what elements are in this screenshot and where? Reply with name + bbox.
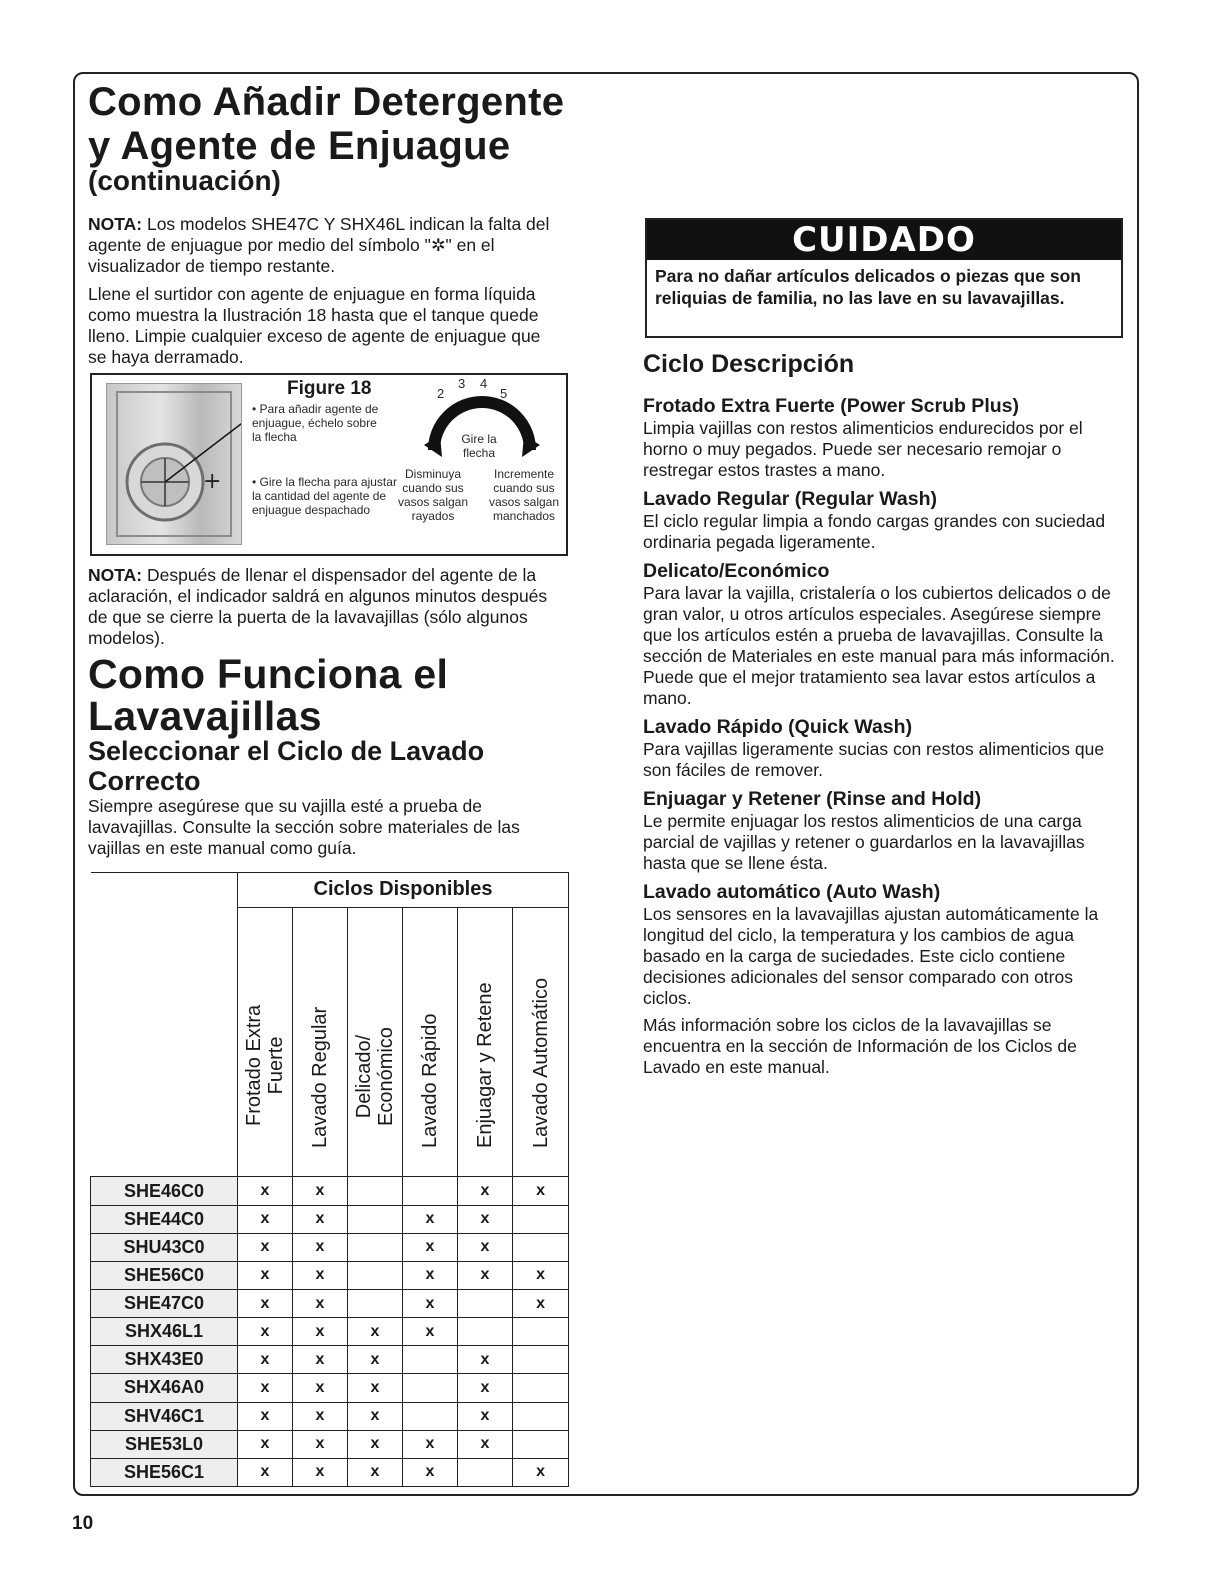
title-continuation: (continuación) <box>88 165 281 196</box>
caution-box <box>645 218 1123 338</box>
col-header-frotado <box>238 907 293 1177</box>
cycle-availability-cell <box>513 1346 569 1374</box>
cycle-availability-cell <box>513 1430 569 1458</box>
fill-paragraph: Llene el surtidor con agente de enjuague en forma líquida como muestra la Ilustración 18 hasta que el tanque quede lleno. Limpie cualquier exceso de agente de enjuague que se haya derramado. <box>88 284 541 367</box>
cycle-availability-cell: x <box>513 1177 569 1205</box>
cycle-availability-cell: x <box>458 1233 513 1261</box>
section-title <box>88 80 564 168</box>
model-cell: SHX46L1 <box>91 1318 238 1346</box>
dial-number-2: 2 <box>437 386 445 401</box>
table-row <box>91 1205 569 1233</box>
cycle-availability-cell: x <box>238 1261 293 1289</box>
table-row <box>91 1290 569 1318</box>
cycle-availability-cell <box>348 1233 403 1261</box>
cycle-availability-cell: x <box>293 1318 348 1346</box>
dial-number-4: 4 <box>480 376 488 391</box>
table-row <box>91 1458 569 1486</box>
cycle-availability-cell: x <box>403 1233 458 1261</box>
cycle-availability-cell: x <box>403 1318 458 1346</box>
col-header-enjuagar <box>458 907 513 1177</box>
title-line-2: y Agente de Enjuague <box>88 124 511 168</box>
decrease-label: Disminuya cuando sus vasos salgan rayados <box>397 467 469 523</box>
table-row <box>91 1402 569 1430</box>
figure-title: Figure 18 <box>287 378 372 399</box>
cycle-desc: Los sensores en la lavavajillas ajustan automáticamente la longitud del ciclo, la temperatura y los cambios de agua basado en la carga de suciedades. Este ciclo contiene decisiones adicionales del sensor comparado con otros ciclos. <box>643 904 1099 1008</box>
nota-2 <box>88 565 558 656</box>
dispenser-illustration <box>107 384 241 544</box>
cycle-availability-cell: x <box>293 1374 348 1402</box>
cycle-availability-cell: x <box>238 1177 293 1205</box>
cycles-table <box>90 872 569 1487</box>
cycle-name: Enjuagar y Retener (Rinse and Hold) <box>643 788 982 810</box>
cycle-availability-cell <box>348 1261 403 1289</box>
cycle-descriptions <box>643 394 1125 1084</box>
cycle-availability-cell: x <box>238 1402 293 1430</box>
col-header-frotado-line-2: Fuerte <box>265 1036 287 1095</box>
cycle-desc: El ciclo regular limpia a fondo cargas grandes con suciedad ordinaria pegada ligeramente. <box>643 511 1106 552</box>
cycle-availability-cell: x <box>293 1205 348 1233</box>
nota-1-text: Los modelos SHE47C Y SHX46L indican la falta del agente de enjuague por medio del símbolo " <box>88 214 550 255</box>
col-header-delicado-line-1: Delicado/ <box>353 1035 375 1119</box>
table-row <box>91 1318 569 1346</box>
cycle-availability-cell: x <box>238 1374 293 1402</box>
nota-1-tail: " en el visualizador de tiempo restante. <box>88 235 495 276</box>
cycle-regular <box>643 487 1125 553</box>
cycle-availability-cell <box>513 1318 569 1346</box>
table-row <box>91 1261 569 1289</box>
cycle-availability-cell: x <box>403 1261 458 1289</box>
table-body <box>91 1177 569 1487</box>
col-header-rapido-text: Lavado Rápido <box>419 1013 441 1149</box>
cycle-availability-cell: x <box>293 1402 348 1430</box>
cycle-availability-cell: x <box>513 1290 569 1318</box>
cycle-availability-cell: x <box>238 1233 293 1261</box>
select-cycle-text: Siempre asegúrese que su vajilla esté a prueba de lavavajillas. Consulte la sección sobre materiales de las vajillas en este manual como guía. <box>88 796 520 858</box>
cycle-availability-cell: x <box>458 1430 513 1458</box>
cycle-desc: Para vajillas ligeramente sucias con restos alimenticios que son fáciles de remover. <box>643 739 1105 780</box>
cycle-availability-cell <box>403 1346 458 1374</box>
col-header-automatico-text: Lavado Automático <box>529 978 552 1149</box>
group-header: Ciclos Disponibles <box>238 873 569 908</box>
increase-label: Incremente cuando sus vasos salgan manchados <box>488 467 560 523</box>
nota-label: NOTA: <box>88 214 143 234</box>
cycle-auto <box>643 880 1125 1009</box>
cycle-availability-cell: x <box>238 1318 293 1346</box>
cycle-power-scrub <box>643 394 1125 481</box>
cycle-availability-cell: x <box>348 1346 403 1374</box>
cycle-availability-cell: x <box>403 1290 458 1318</box>
figure-bullet-1: • Para añadir agente de enjuague, échelo sobre la flecha <box>252 402 379 444</box>
col-header-automatico <box>513 907 569 1177</box>
cycle-availability-cell <box>513 1374 569 1402</box>
cycle-name: Lavado automático (Auto Wash) <box>643 881 941 903</box>
cycle-availability-cell <box>458 1318 513 1346</box>
cycle-availability-cell: x <box>348 1430 403 1458</box>
cycle-availability-cell: x <box>458 1205 513 1233</box>
cycle-name: Lavado Rápido (Quick Wash) <box>643 716 913 738</box>
table-row <box>91 1233 569 1261</box>
nota-2-text: Después de llenar el dispensador del agente de la aclaración, el indicador saldrá en algunos minutos después de que se cierre la puerta de la lavavajillas (sólo algunos modelos). <box>88 565 548 648</box>
turn-arrow-label: Gire la flecha <box>461 432 497 460</box>
svg-text:+: + <box>203 469 222 494</box>
table-row <box>91 1346 569 1374</box>
table-row <box>91 1374 569 1402</box>
cycle-availability-cell: x <box>348 1318 403 1346</box>
caution-title: CUIDADO <box>792 220 976 260</box>
cycle-availability-cell: x <box>348 1402 403 1430</box>
nota-1 <box>88 214 553 277</box>
model-cell: SHE44C0 <box>91 1205 238 1233</box>
model-cell: SHU43C0 <box>91 1233 238 1261</box>
caution-text: Para no dañar artículos delicados o piezas que son reliquias de familia, no las lave en su lavavajillas. <box>655 266 1081 308</box>
how-title-line-1: Como Funciona el <box>88 651 449 697</box>
rinse-aid-symbol-icon: ✲ <box>430 235 446 255</box>
dispenser-photo <box>106 383 242 545</box>
cycle-name: Delicato/Económico <box>643 560 830 582</box>
cycle-availability-cell: x <box>293 1261 348 1289</box>
model-cell: SHV46C1 <box>91 1402 238 1430</box>
cycle-availability-cell: x <box>403 1430 458 1458</box>
select-cycle-title: Seleccionar el Ciclo de Lavado Correcto <box>88 736 485 796</box>
col-header-enjuagar-text: Enjuagar y Retene <box>474 982 496 1149</box>
cycle-availability-cell: x <box>403 1458 458 1486</box>
cycle-availability-cell <box>403 1177 458 1205</box>
cycle-availability-cell: x <box>293 1177 348 1205</box>
cycle-availability-cell: x <box>238 1205 293 1233</box>
cycle-availability-cell <box>348 1290 403 1318</box>
how-title-line-2: Lavavajillas <box>88 693 322 739</box>
cycle-description-title: Ciclo Descripción <box>643 350 855 378</box>
cycle-availability-cell <box>513 1205 569 1233</box>
cycle-availability-cell: x <box>348 1374 403 1402</box>
table-row <box>91 1430 569 1458</box>
cycle-desc: Para lavar la vajilla, cristalería o los cubiertos delicados o de gran valor, u otros artículos especiales. Asegúrese siempre que los artículos estén a prueba de lavavajillas. Consulte la sección de Materiales en este manual para más información. Puede que el mejor tratamiento sea lavar estos artículos a mano. <box>643 583 1115 708</box>
model-cell: SHE53L0 <box>91 1430 238 1458</box>
col-header-frotado-line-1: Frotado Extra <box>243 1005 265 1127</box>
cycle-availability-cell <box>348 1177 403 1205</box>
cycle-availability-cell <box>403 1402 458 1430</box>
cycle-desc: Limpia vajillas con restos alimenticios endurecidos por el horno o muy pegados. Puede ser necesario remojar o restregar estos trastes a mano. <box>643 418 1083 480</box>
cycle-availability-cell: x <box>238 1346 293 1374</box>
more-info-text: Más información sobre los ciclos de la lavavajillas se encuentra en la sección de Información de los Ciclos de Lavado en este manual. <box>643 1015 1077 1077</box>
cycle-availability-cell <box>403 1374 458 1402</box>
figure-18 <box>90 373 568 556</box>
table-row <box>91 1177 569 1205</box>
cycle-quick <box>643 715 1125 781</box>
col-header-regular-text: Lavado Regular <box>309 1007 331 1149</box>
caution-header <box>647 220 1121 260</box>
model-cell: SHE56C0 <box>91 1261 238 1289</box>
cycle-availability-cell <box>513 1402 569 1430</box>
cycle-availability-cell: x <box>238 1290 293 1318</box>
col-header-regular <box>293 907 348 1177</box>
cycle-availability-cell: x <box>293 1290 348 1318</box>
dial-number-5: 5 <box>500 386 508 401</box>
cycle-availability-cell: x <box>513 1261 569 1289</box>
model-cell: SHX46A0 <box>91 1374 238 1402</box>
col-header-rapido <box>403 907 458 1177</box>
dial-number-3: 3 <box>458 376 466 391</box>
model-cell: SHE56C1 <box>91 1458 238 1486</box>
cycle-name: Lavado Regular (Regular Wash) <box>643 488 937 510</box>
model-cell: SHX43E0 <box>91 1346 238 1374</box>
cycle-availability-cell: x <box>238 1458 293 1486</box>
cycle-availability-cell: x <box>293 1458 348 1486</box>
cycle-name: Frotado Extra Fuerte (Power Scrub Plus) <box>643 395 1019 417</box>
cycle-availability-cell <box>348 1205 403 1233</box>
cycle-availability-cell: x <box>293 1430 348 1458</box>
figure-bullet-2: • Gire la flecha para ajustar la cantidad del agente de enjuague despachado <box>252 475 397 517</box>
cycle-availability-cell <box>458 1458 513 1486</box>
cycle-availability-cell: x <box>293 1346 348 1374</box>
intro-text <box>88 214 553 375</box>
col-header-delicado <box>348 907 403 1177</box>
model-cell: SHE47C0 <box>91 1290 238 1318</box>
cycle-availability-cell: x <box>403 1205 458 1233</box>
cycle-delicate <box>643 559 1125 709</box>
cycle-availability-cell: x <box>293 1233 348 1261</box>
cycle-availability-cell: x <box>513 1458 569 1486</box>
cycle-desc: Le permite enjuagar los restos alimenticios de una carga parcial de vajillas y retener o guardarlos en la lavavajillas hasta que se llene ésta. <box>643 811 1085 873</box>
cycle-availability-cell <box>513 1233 569 1261</box>
page-number: 10 <box>72 1513 94 1534</box>
cycle-availability-cell: x <box>348 1458 403 1486</box>
nota-2-label: NOTA: <box>88 565 143 585</box>
cycle-availability-cell: x <box>458 1177 513 1205</box>
cycle-availability-cell: x <box>458 1402 513 1430</box>
cycle-availability-cell: x <box>458 1374 513 1402</box>
cycle-availability-cell: x <box>238 1430 293 1458</box>
cycle-rinse-hold <box>643 787 1125 874</box>
cycle-availability-cell <box>458 1290 513 1318</box>
cycle-availability-cell: x <box>458 1261 513 1289</box>
col-header-delicado-line-2: Económico <box>375 1027 397 1127</box>
cycle-availability-cell: x <box>458 1346 513 1374</box>
model-cell: SHE46C0 <box>91 1177 238 1205</box>
how-it-works-title <box>88 653 448 737</box>
table-corner <box>91 873 238 1177</box>
title-line-1: Como Añadir Detergente <box>88 80 565 124</box>
